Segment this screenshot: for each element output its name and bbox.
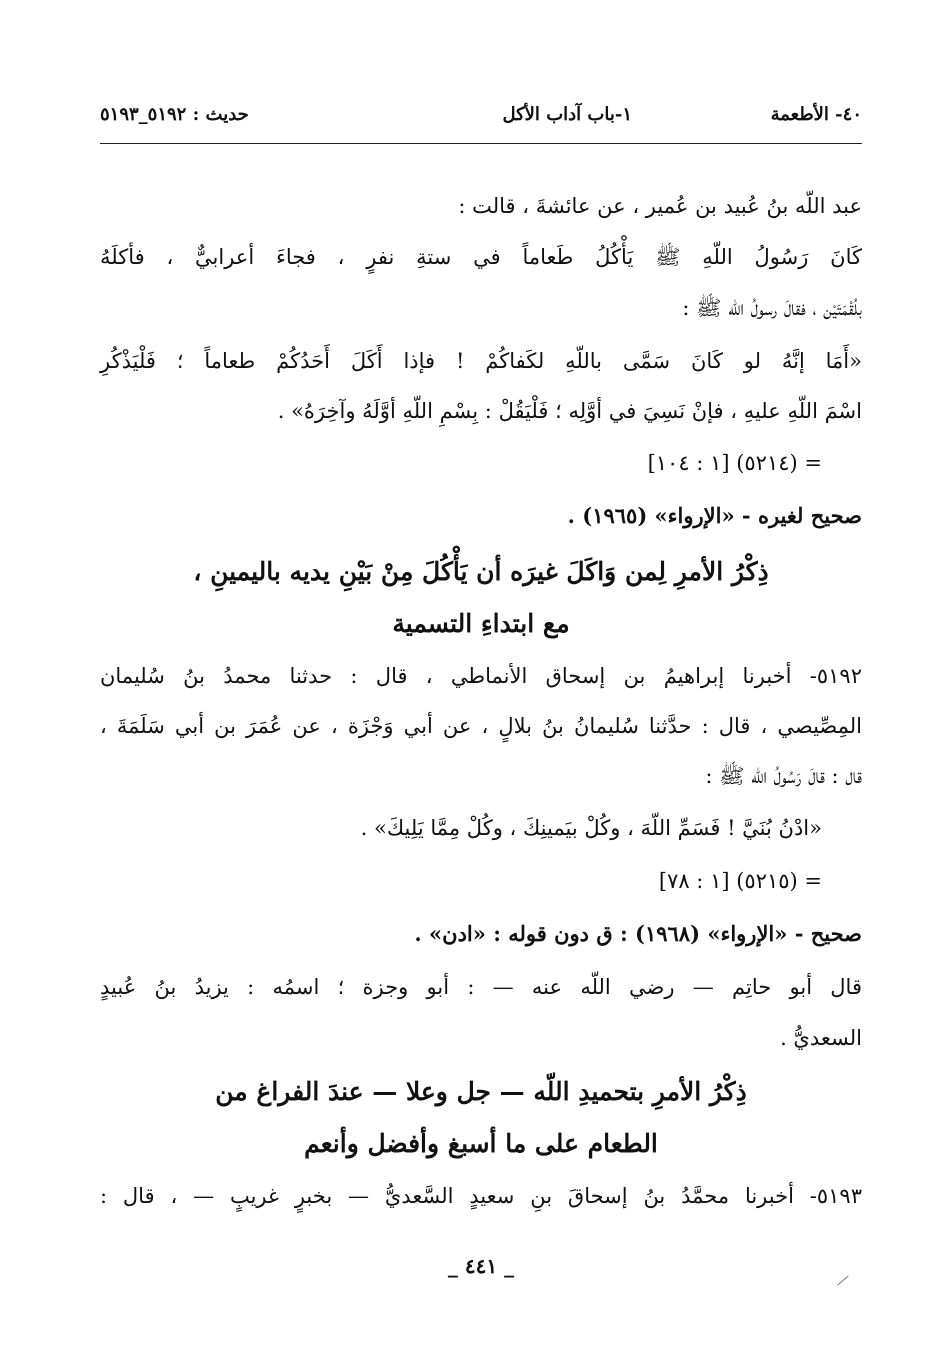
text-line: قال : قالَ رَسُولُ اللّه ﷺ : (705, 764, 862, 788)
header-hadith-range: حديث : ٥١٩٢_٥١٩٣ (100, 104, 249, 125)
text-line: قال أبو حاتِم — رضي اللّه عنه — : أبو وجزة ؛ اسمُه : يزيدُ بنُ عُبيدٍ (100, 975, 862, 999)
text-line: «ادْنُ بُنَيَّ ! فَسَمِّ اللّهَ ، وكُلْ بيَمينِكَ ، وكُلْ مِمَّا يَلِيكَ» . (360, 816, 822, 840)
running-header (100, 98, 862, 132)
grading-line: صحيح - «الإرواء» (١٩٦٨) : ق دون قوله : «ادن» . (414, 921, 862, 946)
text-line: اسْمَ اللّهِ عليهِ ، فإنْ نَسِيَ في أوَّلِه ؛ فَلْيَقُلْ : بِسْمِ اللّهِ أوَّلَهُ وآخِرَهُ» . (277, 399, 862, 423)
text-line: كَانَ رَسُولُ اللّهِ ﷺ يَأْكُلُ طَعاماً في ستةِ نفرٍ ، فجاءَ أعرابيٌّ ، فأكلَهُ (100, 245, 862, 269)
hadith-line: ٥١٩٢- أخبرنا إبراهيمُ بن إسحاق الأنماطي ، قال : حدثنا محمدُ بنُ سُليمان (100, 664, 862, 688)
section-heading: الطعام على ما أسبغ وأفضل وأنعم (304, 1129, 658, 1158)
text-line: «أَمَا إنَّهُ لو كَانَ سَمَّى باللّهِ لكَفاكُمْ ! فإذا أَكَلَ أَحَدُكُمْ طعاماً ؛ فَلْيَذْكُرِ (100, 349, 862, 373)
text-line: = (٥٢١٥) [١ : ٧٨] (658, 869, 822, 893)
page-number: _ ٤٤١ _ (447, 1254, 515, 1278)
header-rule (100, 143, 862, 144)
text-line: = (٥٢١٤) [١ : ١٠٤] (647, 451, 822, 475)
section-heading: مع ابتداءِ التسمية (392, 609, 570, 638)
header-chapter: ٤٠- الأطعمة (770, 104, 862, 125)
text-line: عبد اللّه بنُ عُبيد بن عُمير ، عن عائشةَ ، قالت : (458, 194, 862, 218)
text-line: السعديُّ . (780, 1026, 862, 1050)
text-line: المِصِّيصي ، قال : حدَّثنا سُليمانُ بنُ بلالٍ ، عن أبي وَجْزَة ، عن عُمَرَ بن أبي سَلَمَةَ ، (100, 714, 862, 738)
hadith-line: ٥١٩٣- أخبرنا محمَّدُ بنُ إسحاقَ بنِ سعيدٍ السَّعديُّ — بخبرٍ غريبٍ — ، قال : (100, 1184, 862, 1208)
header-section: ١-باب آداب الأكل (502, 104, 632, 125)
text-line: بلُقْمَتَيْن ، فقالَ رسولُ اللّه ﷺ : (682, 296, 862, 320)
section-heading: ذِكْرُ الأمرِ لِمن وَاكَلَ غيرَه أن يَأْكُلَ مِنْ بَيْنِ يديه باليمينِ ، (193, 557, 769, 586)
grading-line: صحيح لغيره - «الإرواء» (١٩٦٥) . (567, 503, 862, 528)
section-heading: ذِكْرُ الأمرِ بتحميدِ اللّه — جل وعلا — عندَ الفراغ من (215, 1077, 747, 1106)
